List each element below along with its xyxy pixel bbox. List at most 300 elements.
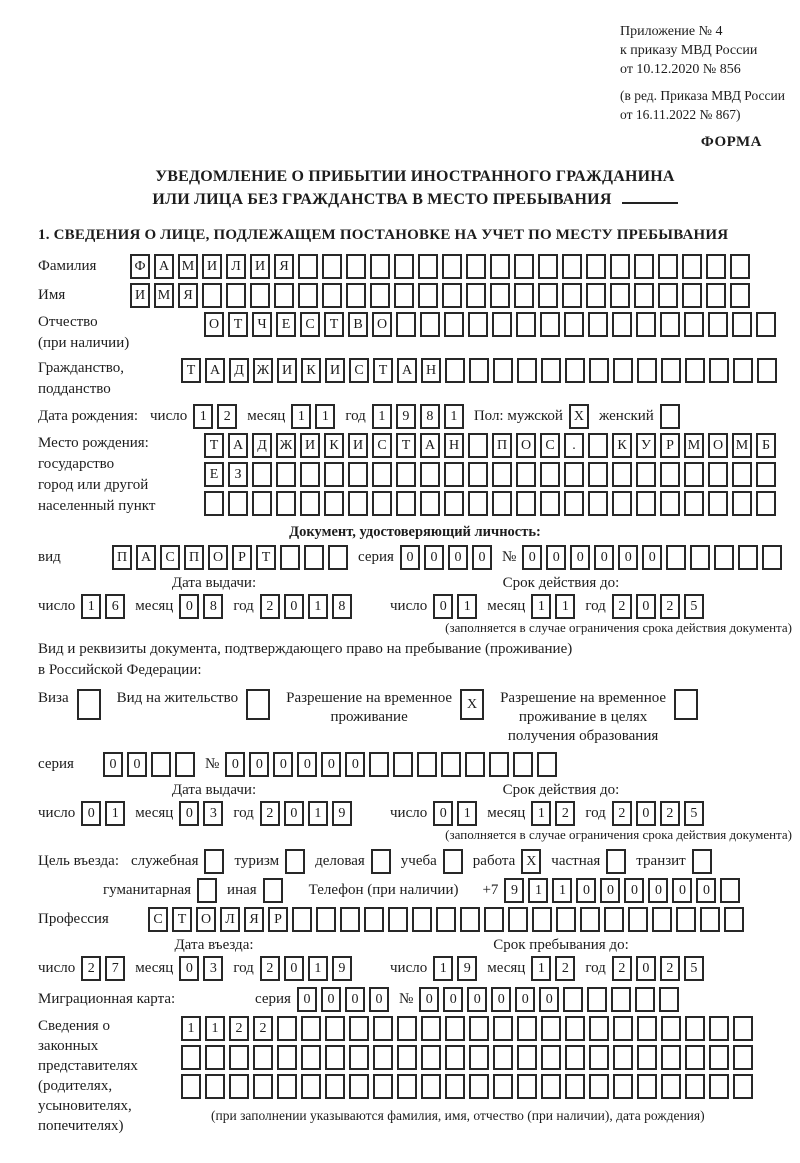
char-cell[interactable] <box>181 1074 201 1099</box>
char-cell[interactable] <box>613 1045 633 1070</box>
char-cell[interactable]: Ж <box>276 433 296 458</box>
char-cell[interactable] <box>325 1045 345 1070</box>
char-cell[interactable] <box>418 283 438 308</box>
char-cell[interactable] <box>612 491 632 516</box>
char-cell[interactable] <box>300 491 320 516</box>
char-cell[interactable]: 2 <box>612 956 632 981</box>
char-cell[interactable]: 1 <box>291 404 311 429</box>
char-cell[interactable]: 2 <box>612 594 632 619</box>
char-cell[interactable]: 9 <box>396 404 416 429</box>
char-cell[interactable]: О <box>516 433 536 458</box>
char-cell[interactable] <box>756 491 776 516</box>
char-cell[interactable]: 0 <box>636 801 656 826</box>
char-cell[interactable]: X <box>460 689 484 720</box>
char-cell[interactable] <box>492 462 512 487</box>
char-cell[interactable] <box>516 462 536 487</box>
char-cell[interactable] <box>292 907 312 932</box>
char-cell[interactable]: 0 <box>284 594 304 619</box>
char-cell[interactable] <box>565 1016 585 1041</box>
char-cell[interactable] <box>418 254 438 279</box>
char-cell[interactable] <box>636 312 656 337</box>
char-cell[interactable]: У <box>636 433 656 458</box>
char-cell[interactable] <box>660 491 680 516</box>
char-cell[interactable] <box>516 491 536 516</box>
char-cell[interactable] <box>348 462 368 487</box>
char-cell[interactable]: 9 <box>332 956 352 981</box>
char-cell[interactable]: И <box>348 433 368 458</box>
char-cell[interactable]: С <box>372 433 392 458</box>
char-cell[interactable] <box>563 987 583 1012</box>
char-cell[interactable]: Т <box>181 358 201 383</box>
char-cell[interactable]: 1 <box>457 801 477 826</box>
char-cell[interactable] <box>393 752 413 777</box>
char-cell[interactable] <box>322 283 342 308</box>
char-cell[interactable]: 0 <box>400 545 420 570</box>
char-cell[interactable]: 3 <box>203 956 223 981</box>
char-cell[interactable]: Е <box>204 462 224 487</box>
char-cell[interactable]: 1 <box>81 594 101 619</box>
char-cell[interactable]: Н <box>421 358 441 383</box>
char-cell[interactable]: 0 <box>672 878 692 903</box>
char-cell[interactable] <box>253 1045 273 1070</box>
char-cell[interactable] <box>514 254 534 279</box>
char-cell[interactable] <box>541 1074 561 1099</box>
char-cell[interactable] <box>732 312 752 337</box>
char-cell[interactable] <box>586 283 606 308</box>
char-cell[interactable] <box>151 752 171 777</box>
char-cell[interactable]: О <box>196 907 216 932</box>
char-cell[interactable] <box>517 1016 537 1041</box>
char-cell[interactable]: 0 <box>515 987 535 1012</box>
char-cell[interactable] <box>738 545 758 570</box>
char-cell[interactable] <box>565 1045 585 1070</box>
char-cell[interactable] <box>346 283 366 308</box>
char-cell[interactable] <box>684 491 704 516</box>
char-cell[interactable]: 2 <box>217 404 237 429</box>
char-cell[interactable]: 1 <box>531 801 551 826</box>
char-cell[interactable]: . <box>564 433 584 458</box>
char-cell[interactable]: 1 <box>308 956 328 981</box>
char-cell[interactable]: Л <box>220 907 240 932</box>
char-cell[interactable] <box>612 312 632 337</box>
char-cell[interactable]: 2 <box>253 1016 273 1041</box>
char-cell[interactable]: 0 <box>345 752 365 777</box>
char-cell[interactable] <box>466 283 486 308</box>
char-cell[interactable]: 1 <box>308 801 328 826</box>
char-cell[interactable]: 8 <box>332 594 352 619</box>
char-cell[interactable]: 8 <box>420 404 440 429</box>
char-cell[interactable] <box>372 462 392 487</box>
char-cell[interactable]: В <box>348 312 368 337</box>
char-cell[interactable] <box>396 462 416 487</box>
char-cell[interactable] <box>445 1016 465 1041</box>
char-cell[interactable]: Т <box>396 433 416 458</box>
char-cell[interactable] <box>604 907 624 932</box>
char-cell[interactable] <box>301 1016 321 1041</box>
char-cell[interactable] <box>540 462 560 487</box>
char-cell[interactable] <box>373 1016 393 1041</box>
char-cell[interactable] <box>252 462 272 487</box>
char-cell[interactable] <box>490 283 510 308</box>
char-cell[interactable]: А <box>205 358 225 383</box>
char-cell[interactable] <box>277 1074 297 1099</box>
char-cell[interactable]: Т <box>172 907 192 932</box>
char-cell[interactable]: 0 <box>600 878 620 903</box>
char-cell[interactable] <box>280 545 300 570</box>
char-cell[interactable] <box>610 283 630 308</box>
char-cell[interactable] <box>322 254 342 279</box>
char-cell[interactable]: А <box>228 433 248 458</box>
char-cell[interactable] <box>685 1074 705 1099</box>
char-cell[interactable]: 0 <box>424 545 444 570</box>
char-cell[interactable] <box>732 462 752 487</box>
char-cell[interactable]: 0 <box>539 987 559 1012</box>
char-cell[interactable] <box>588 491 608 516</box>
char-cell[interactable]: 1 <box>205 1016 225 1041</box>
char-cell[interactable]: С <box>300 312 320 337</box>
char-cell[interactable]: 0 <box>642 545 662 570</box>
char-cell[interactable] <box>684 312 704 337</box>
char-cell[interactable]: И <box>325 358 345 383</box>
char-cell[interactable] <box>436 907 456 932</box>
char-cell[interactable] <box>756 462 776 487</box>
char-cell[interactable]: 2 <box>660 594 680 619</box>
char-cell[interactable] <box>468 491 488 516</box>
char-cell[interactable] <box>420 312 440 337</box>
char-cell[interactable]: 1 <box>372 404 392 429</box>
char-cell[interactable]: К <box>324 433 344 458</box>
char-cell[interactable] <box>349 1074 369 1099</box>
char-cell[interactable] <box>636 462 656 487</box>
char-cell[interactable] <box>660 312 680 337</box>
char-cell[interactable]: 1 <box>181 1016 201 1041</box>
char-cell[interactable]: 0 <box>636 956 656 981</box>
char-cell[interactable] <box>253 1074 273 1099</box>
char-cell[interactable]: 0 <box>546 545 566 570</box>
char-cell[interactable] <box>298 254 318 279</box>
char-cell[interactable] <box>658 283 678 308</box>
char-cell[interactable] <box>397 1045 417 1070</box>
char-cell[interactable] <box>565 358 585 383</box>
char-cell[interactable]: С <box>148 907 168 932</box>
char-cell[interactable]: Е <box>276 312 296 337</box>
char-cell[interactable] <box>346 254 366 279</box>
char-cell[interactable]: 2 <box>555 956 575 981</box>
char-cell[interactable]: Ф <box>130 254 150 279</box>
char-cell[interactable] <box>586 254 606 279</box>
char-cell[interactable] <box>252 491 272 516</box>
char-cell[interactable] <box>205 1045 225 1070</box>
char-cell[interactable]: 1 <box>193 404 213 429</box>
char-cell[interactable] <box>562 283 582 308</box>
char-cell[interactable]: М <box>684 433 704 458</box>
char-cell[interactable] <box>444 462 464 487</box>
char-cell[interactable] <box>588 433 608 458</box>
char-cell[interactable] <box>517 1045 537 1070</box>
char-cell[interactable] <box>285 849 305 874</box>
char-cell[interactable]: С <box>349 358 369 383</box>
char-cell[interactable] <box>652 907 672 932</box>
char-cell[interactable] <box>276 462 296 487</box>
char-cell[interactable]: П <box>492 433 512 458</box>
char-cell[interactable] <box>250 283 270 308</box>
char-cell[interactable] <box>442 283 462 308</box>
char-cell[interactable] <box>204 491 224 516</box>
char-cell[interactable] <box>263 878 283 903</box>
char-cell[interactable]: 1 <box>315 404 335 429</box>
char-cell[interactable] <box>204 849 224 874</box>
char-cell[interactable] <box>325 1016 345 1041</box>
char-cell[interactable]: 0 <box>570 545 590 570</box>
char-cell[interactable]: А <box>136 545 156 570</box>
char-cell[interactable] <box>637 1016 657 1041</box>
char-cell[interactable] <box>674 689 698 720</box>
char-cell[interactable]: 0 <box>624 878 644 903</box>
char-cell[interactable]: 0 <box>284 956 304 981</box>
char-cell[interactable]: Ж <box>253 358 273 383</box>
char-cell[interactable]: 0 <box>284 801 304 826</box>
char-cell[interactable] <box>226 283 246 308</box>
char-cell[interactable]: Р <box>232 545 252 570</box>
char-cell[interactable] <box>514 283 534 308</box>
char-cell[interactable]: 2 <box>555 801 575 826</box>
char-cell[interactable] <box>277 1016 297 1041</box>
char-cell[interactable] <box>229 1074 249 1099</box>
char-cell[interactable]: 0 <box>249 752 269 777</box>
char-cell[interactable] <box>465 752 485 777</box>
char-cell[interactable]: Р <box>268 907 288 932</box>
char-cell[interactable]: 0 <box>467 987 487 1012</box>
char-cell[interactable]: 1 <box>444 404 464 429</box>
char-cell[interactable] <box>708 462 728 487</box>
char-cell[interactable] <box>714 545 734 570</box>
char-cell[interactable] <box>676 907 696 932</box>
char-cell[interactable]: С <box>160 545 180 570</box>
char-cell[interactable]: С <box>540 433 560 458</box>
char-cell[interactable]: 0 <box>433 594 453 619</box>
char-cell[interactable]: 0 <box>225 752 245 777</box>
char-cell[interactable]: О <box>208 545 228 570</box>
char-cell[interactable] <box>661 1045 681 1070</box>
char-cell[interactable] <box>589 1016 609 1041</box>
char-cell[interactable]: 0 <box>345 987 365 1012</box>
char-cell[interactable] <box>421 1045 441 1070</box>
char-cell[interactable] <box>316 907 336 932</box>
char-cell[interactable]: 0 <box>648 878 668 903</box>
char-cell[interactable]: 0 <box>297 752 317 777</box>
char-cell[interactable] <box>685 1016 705 1041</box>
char-cell[interactable]: П <box>112 545 132 570</box>
char-cell[interactable] <box>274 283 294 308</box>
char-cell[interactable] <box>468 433 488 458</box>
char-cell[interactable] <box>732 491 752 516</box>
char-cell[interactable]: 0 <box>179 594 199 619</box>
char-cell[interactable] <box>300 462 320 487</box>
char-cell[interactable] <box>396 312 416 337</box>
char-cell[interactable]: 7 <box>105 956 125 981</box>
char-cell[interactable] <box>733 358 753 383</box>
char-cell[interactable]: X <box>521 849 541 874</box>
char-cell[interactable]: 0 <box>369 987 389 1012</box>
char-cell[interactable] <box>517 358 537 383</box>
char-cell[interactable]: 0 <box>472 545 492 570</box>
char-cell[interactable] <box>77 689 101 720</box>
char-cell[interactable] <box>588 312 608 337</box>
char-cell[interactable]: 2 <box>81 956 101 981</box>
char-cell[interactable] <box>298 283 318 308</box>
char-cell[interactable] <box>371 849 391 874</box>
char-cell[interactable] <box>492 491 512 516</box>
char-cell[interactable] <box>420 491 440 516</box>
char-cell[interactable] <box>469 1074 489 1099</box>
char-cell[interactable] <box>733 1016 753 1041</box>
char-cell[interactable] <box>660 462 680 487</box>
char-cell[interactable] <box>466 254 486 279</box>
char-cell[interactable] <box>517 1074 537 1099</box>
char-cell[interactable] <box>730 254 750 279</box>
char-cell[interactable]: Д <box>252 433 272 458</box>
char-cell[interactable] <box>708 491 728 516</box>
char-cell[interactable] <box>181 1045 201 1070</box>
char-cell[interactable]: 5 <box>684 594 704 619</box>
char-cell[interactable]: 0 <box>433 801 453 826</box>
char-cell[interactable]: Т <box>373 358 393 383</box>
char-cell[interactable] <box>276 491 296 516</box>
char-cell[interactable] <box>277 1045 297 1070</box>
char-cell[interactable]: 9 <box>332 801 352 826</box>
char-cell[interactable] <box>637 1045 657 1070</box>
char-cell[interactable] <box>661 1074 681 1099</box>
char-cell[interactable]: 0 <box>491 987 511 1012</box>
char-cell[interactable] <box>397 1016 417 1041</box>
char-cell[interactable] <box>468 462 488 487</box>
char-cell[interactable]: 0 <box>273 752 293 777</box>
char-cell[interactable] <box>369 752 389 777</box>
char-cell[interactable] <box>516 312 536 337</box>
char-cell[interactable] <box>730 283 750 308</box>
char-cell[interactable] <box>444 312 464 337</box>
char-cell[interactable]: 0 <box>443 987 463 1012</box>
char-cell[interactable]: 0 <box>321 752 341 777</box>
char-cell[interactable] <box>349 1016 369 1041</box>
char-cell[interactable] <box>489 752 509 777</box>
char-cell[interactable] <box>682 283 702 308</box>
char-cell[interactable] <box>445 1045 465 1070</box>
char-cell[interactable] <box>493 1074 513 1099</box>
char-cell[interactable]: 1 <box>457 594 477 619</box>
char-cell[interactable] <box>562 254 582 279</box>
char-cell[interactable] <box>661 358 681 383</box>
char-cell[interactable] <box>441 752 461 777</box>
char-cell[interactable] <box>445 358 465 383</box>
char-cell[interactable] <box>364 907 384 932</box>
char-cell[interactable] <box>634 283 654 308</box>
char-cell[interactable]: 3 <box>203 801 223 826</box>
char-cell[interactable] <box>613 1074 633 1099</box>
char-cell[interactable] <box>606 849 626 874</box>
char-cell[interactable]: 5 <box>684 801 704 826</box>
char-cell[interactable]: И <box>250 254 270 279</box>
char-cell[interactable] <box>706 283 726 308</box>
char-cell[interactable]: 0 <box>179 801 199 826</box>
char-cell[interactable]: Я <box>178 283 198 308</box>
char-cell[interactable] <box>589 358 609 383</box>
char-cell[interactable] <box>709 1045 729 1070</box>
char-cell[interactable] <box>492 312 512 337</box>
char-cell[interactable]: 2 <box>660 956 680 981</box>
char-cell[interactable] <box>301 1074 321 1099</box>
char-cell[interactable] <box>720 878 740 903</box>
char-cell[interactable]: И <box>130 283 150 308</box>
char-cell[interactable] <box>733 1045 753 1070</box>
char-cell[interactable] <box>349 1045 369 1070</box>
char-cell[interactable] <box>634 254 654 279</box>
char-cell[interactable] <box>700 907 720 932</box>
char-cell[interactable]: 2 <box>260 801 280 826</box>
char-cell[interactable] <box>328 545 348 570</box>
char-cell[interactable] <box>613 358 633 383</box>
char-cell[interactable]: Ч <box>252 312 272 337</box>
char-cell[interactable] <box>690 545 710 570</box>
char-cell[interactable]: 1 <box>555 594 575 619</box>
char-cell[interactable]: 0 <box>636 594 656 619</box>
char-cell[interactable]: 6 <box>105 594 125 619</box>
char-cell[interactable] <box>348 491 368 516</box>
char-cell[interactable]: Т <box>228 312 248 337</box>
char-cell[interactable] <box>637 1074 657 1099</box>
char-cell[interactable] <box>666 545 686 570</box>
char-cell[interactable] <box>541 1016 561 1041</box>
char-cell[interactable]: О <box>372 312 392 337</box>
char-cell[interactable] <box>417 752 437 777</box>
char-cell[interactable]: Н <box>444 433 464 458</box>
char-cell[interactable]: X <box>569 404 589 429</box>
char-cell[interactable] <box>564 312 584 337</box>
char-cell[interactable] <box>692 849 712 874</box>
char-cell[interactable] <box>493 358 513 383</box>
char-cell[interactable] <box>660 404 680 429</box>
char-cell[interactable] <box>493 1016 513 1041</box>
char-cell[interactable] <box>370 254 390 279</box>
char-cell[interactable]: Я <box>244 907 264 932</box>
char-cell[interactable] <box>304 545 324 570</box>
char-cell[interactable] <box>469 1016 489 1041</box>
char-cell[interactable] <box>709 358 729 383</box>
char-cell[interactable] <box>709 1016 729 1041</box>
char-cell[interactable]: 0 <box>696 878 716 903</box>
char-cell[interactable] <box>724 907 744 932</box>
char-cell[interactable] <box>532 907 552 932</box>
char-cell[interactable] <box>564 491 584 516</box>
char-cell[interactable] <box>205 1074 225 1099</box>
char-cell[interactable]: 2 <box>229 1016 249 1041</box>
char-cell[interactable] <box>556 907 576 932</box>
char-cell[interactable] <box>394 283 414 308</box>
char-cell[interactable] <box>444 491 464 516</box>
char-cell[interactable]: М <box>178 254 198 279</box>
char-cell[interactable]: 0 <box>419 987 439 1012</box>
char-cell[interactable]: К <box>301 358 321 383</box>
char-cell[interactable] <box>420 462 440 487</box>
char-cell[interactable] <box>658 254 678 279</box>
char-cell[interactable]: 9 <box>504 878 524 903</box>
char-cell[interactable] <box>588 462 608 487</box>
char-cell[interactable] <box>637 358 657 383</box>
char-cell[interactable] <box>513 752 533 777</box>
char-cell[interactable]: 0 <box>522 545 542 570</box>
char-cell[interactable]: А <box>154 254 174 279</box>
char-cell[interactable] <box>324 462 344 487</box>
